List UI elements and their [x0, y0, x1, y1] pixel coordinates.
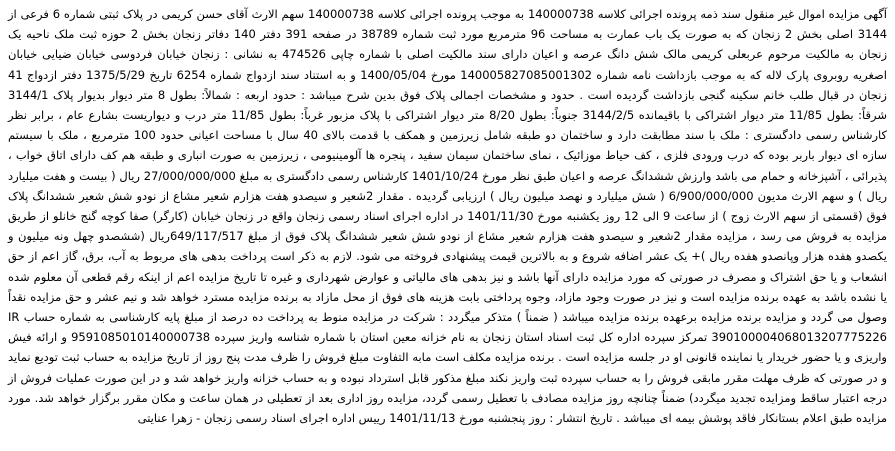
auction-notice-text: آگهی مزایده اموال غیر منقول سند ذمه پرونده اجرائی کلاسه 140000738 به موجب پرونده اجرائی کلاسه 140000738 سهم الارث آقای حسن کریمی در پلاک ثبتی شماره 6 فرعی از 3144 اصلی بخش 2 زنجان که به صورت یک باب عمارت به مساحت 96 مترمربع مورد ثبت شماره 38789 در صفحه 391 دفتر 140 دفاتر زنجان بخش 2 حوزه ثبت ملک ناحیه یک زنجان به مالکیت مرحوم عربعلی کریمی مالک شش دانگ عرصه و اعیان دارای سند مالکیت اصلی با شماره چاپی 474526 به نشانی : زنجان خیابان فردوسی خیابان ضیایی خیابان اصغریه روبروی پارک لاله که به موجب بازداشت نامه شماره 140005827085001302 مورخ 1400/05/04 و به استناد سند ازدواج شماره 6254 تاریخ 1375/5/29 دفتر ازدواج 41 زنجان در قبال طلب خانم سکینه گنجی بازداشت گردیده است . حدود و مشخصات اجمالی پلاک فوق بدین شرح میباشد : حدود اربعه : شمالاً: بطول 8 متر دیوار بدیوار پلاک 3144/1 شرقاً: بطول 11/85 متر دیوار اشتراکی با باقیمانده 3144/2/5 جنوباً: بطول 8/20 متر دیوار اشتراکی با پلاک مزبور غرباً: بطول 11/85 متر درب و دیواریست بشارع عام ، برابر نظر کارشناس رسمی دادگستری : ملک با سند مطابقت دارد و ساختمان دو طبقه شامل زیرزمین و همکف با قدمت بالای 40 سال با مساحت اعیانی حدود 100 مترمربع ، ملک با سیستم سازه ای دیوار باربر بوده که درب ورودی فلزی ، کف حیاط موزائیک ، نمای ساختمان سیمان سفید ، پنجره ها آلومینیومی ، زیرزمین به صورت انباری و طبقه هم کف دارای اتاق خواب ، پذیرائی ، آشپزخانه و حمام می باشد وارزش ششدانگ عرصه و اعیان طبق نظر مورخ 1401/10/24 کارشناس رسمی دادگستری به مبلغ 27/000/000/000 ریال ( بیست و هفت میلیارد ریال ) و سهم الارث مدیون 6/900/000/000 ( شش میلیارد و نهصد میلیون ریال ) ارزیابی گردیده . مقدار 2شعیر و سیصدو هفت هزارم شعیر مشاع از نودو شش شعیر ششدانگ پلاک فوق (قسمتی از سهم الارث زوج ) از ساعت 9 الی 12 روز یکشنبه مورخ 1401/11/30 در اداره اجرای اسناد رسمی زنجان واقع در زنجان خیابان (کارگر) صفا کوچه گنج خانلو از طریق مزایده به فروش می رسد ، مزایده مقدار 2شعیر و سیصدو هفت هزارم شعیر مشاع از نودو شش شعیر ششدانگ پلاک فوق از مبلغ 649/117/517ریال (ششصدو چهل ونه میلیون و یکصدو هفده هزار وپانصدو هفده ریال )+ یک عشر اضافه شروع و به بالاترین قیمت پیشنهادی فروخته می شود. لازم به ذکر است پرداخت بدهی های مربوط به آب، برق، گاز اعم از حق انشعاب و یا حق اشتراک و مصرف در صورتی که مورد مزایده دارای آنها باشد و نیز بدهی های مالیاتی و عوارض شهرداری و غیره تا تاریخ مزایده اعم از اینکه رقم قطعی آن معلوم شده یا نشده باشد به عهده برنده مزایده است و نیز در صورت وجود مازاد، وجوه پرداختی بابت هزینه های فوق از محل مازاد به برنده مزایده مسترد خواهد شد و نیم عشر و حق مزایده نقداً وصول می گردد و مزایده برنده مزایده برعهده برنده مزایده میباشد ( ضمناً ) متذکر میگردد : شرکت در مزایده منوط به پرداخت ده درصد از مبلغ پایه کارشناسی به شماره حساب IR 390100004068013207775226 تمرکز سپرده اداره کل ثبت اسناد استان زنجان به نام خزانه معین استان با شماره شناسه واریز سپرده 9591085010140000738 و ارائه فیش واریزی و یا حضور خریدار یا نماینده قانونی او در جلسه مزایده است . برنده مزایده مکلف است مابه التفاوت مبلغ فروش را ظرف مدت پنج روز از تاریخ مزایده به حساب ثبت تودیع نماید و در صورتی که ظرف مهلت مقرر مابقی فروش را به حساب سپرده ثبت واریز نکند مبلغ مذکور قابل استرداد نبوده و به حساب خزانه واریز خواهد شد و در این صورت عملیات فروش از درجه اعتبار ساقط ومزایده تجدید میگردد) ضمناً چنانچه روز مزایده مصادف با تعطیل رسمی گردد، مزایده روز اداری بعد از تعطیلی در همان ساعت و مکان مقرر برگزار خواهد شد. مورد مزایده طبق اعلام بستانکار فاقد پوشش بیمه ای میباشد . تاریخ انتشار : روز پنجشنبه مورخ 1401/11/13 رییس اداره اجرای اسناد رسمی زنجان - زهرا عنایتی — [8, 7, 888, 426]
